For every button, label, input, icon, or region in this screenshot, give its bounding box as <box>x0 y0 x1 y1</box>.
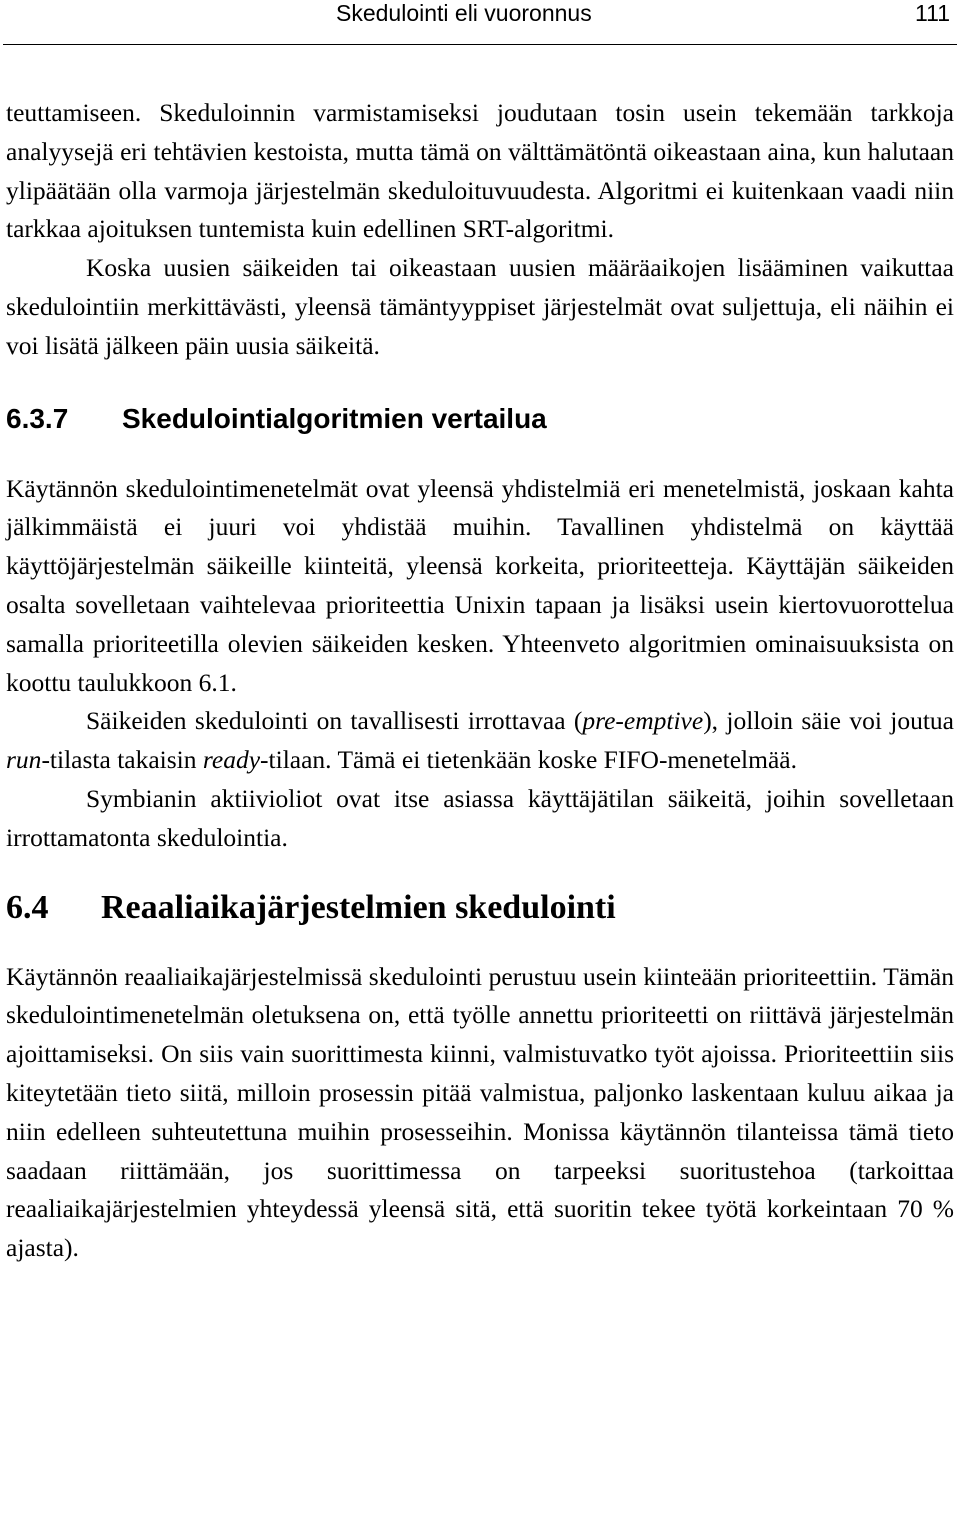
section-number: 6.4 <box>6 888 49 926</box>
text-run: -tilaan. Tämä ei tietenkään koske FIFO-menetelmää. <box>260 745 797 775</box>
running-title: Skedulointi eli vuoronnus <box>336 0 592 26</box>
paragraph: Käytännön skedulointimenetelmät ovat yleensä yhdistelmiä eri menetelmistä, joskaan kahta jälkimmäistä ei juuri voi yhdistää muihin. Tavallinen yhdistelmä on käyttää käyttöjärjestelmän säikeille kiinteitä, yleensä korkeita, prioriteetteja. Käyttäjän säikeiden osalta sovelletaan vaihtelevaa prioriteettia Unixin tapaan ja lisäksi usein kiertovuorottelua samalla prioriteetilla olevien säikeiden kesken. Yhteenveto algoritmien ominaisuuksista on koottu taulukkoon 6.1. <box>6 473 954 697</box>
paragraph-continuation: teuttamiseen. Skeduloinnin varmistamiseksi joudutaan tosin usein tekemään tarkkoja analyysejä eri tehtävien kestoista, mutta tämä on välttämätöntä oikeastaan aina, kun halutaan ylipäätään olla varmoja järjestelmän skeduloituvuudesta. Algoritmi ei kuitenkaan vaadi niin tarkkaa ajoituksen tuntemista kuin edellinen SRT-algoritmi. <box>6 98 954 244</box>
section-title: Reaaliaikajärjestelmien skedulointi <box>101 888 616 926</box>
term-run: run <box>6 745 42 775</box>
text-run: ), jolloin säie voi joutua <box>703 706 954 736</box>
section-title: Skedulointialgoritmien vertailua <box>122 402 547 434</box>
term-preemptive: pre-emptive <box>582 706 704 736</box>
body-text <box>6 94 954 1268</box>
term-ready: ready <box>202 745 261 775</box>
section-heading-6-4 <box>6 888 954 928</box>
section-heading-6-3-7 <box>6 400 954 438</box>
paragraph-preemptive <box>6 702 954 780</box>
header-rule <box>3 44 957 45</box>
paragraph: Käytännön reaaliaikajärjestelmissä skedulointi perustuu usein kiinteään prioriteettiin. Tämän skedulointimenetelmän oletuksena on, että työlle annettu prioriteetti on riittävä järjestelmän ajoittamiseksi. On siis vain suorittimesta kiinni, valmistuvatko työt ajoissa. Prioriteettiin siis kiteytetään tieto siitä, milloin prosessin pitää valmistua, paljonko laskentaan kuluu aikaa ja niin edelleen suhteutettuna muihin prosesseihin. Monissa käytännön tilanteissa tämä tieto saadaan riittämään, jos suorittimessa on tarpeeksi suoritustehoa (tarkoittaa reaaliaikajärjestelmien yhteydessä yleensä sitä, että suoritin tekee työtä korkeintaan 70 % ajasta). <box>6 961 954 1263</box>
paragraph: Symbianin aktiivioliot ovat itse asiassa käyttäjätilan säikeitä, joihin sovelletaan irrottamatonta skedulointia. <box>6 783 954 852</box>
paragraph: Koska uusien säikeiden tai oikeastaan uusien määräaikojen lisääminen vaikuttaa skedulointiin merkittävästi, yleensä tämäntyyppiset järjestelmät ovat suljettuja, eli näihin ei voi lisätä jälkeen päin uusia säikeitä. <box>6 253 954 360</box>
text-run: Säikeiden skedulointi on tavallisesti irrottavaa ( <box>86 706 583 736</box>
text-run: -tilasta takaisin <box>41 745 203 775</box>
running-header <box>0 0 960 44</box>
page-number: 111 <box>915 0 950 26</box>
section-number: 6.3.7 <box>6 402 69 434</box>
